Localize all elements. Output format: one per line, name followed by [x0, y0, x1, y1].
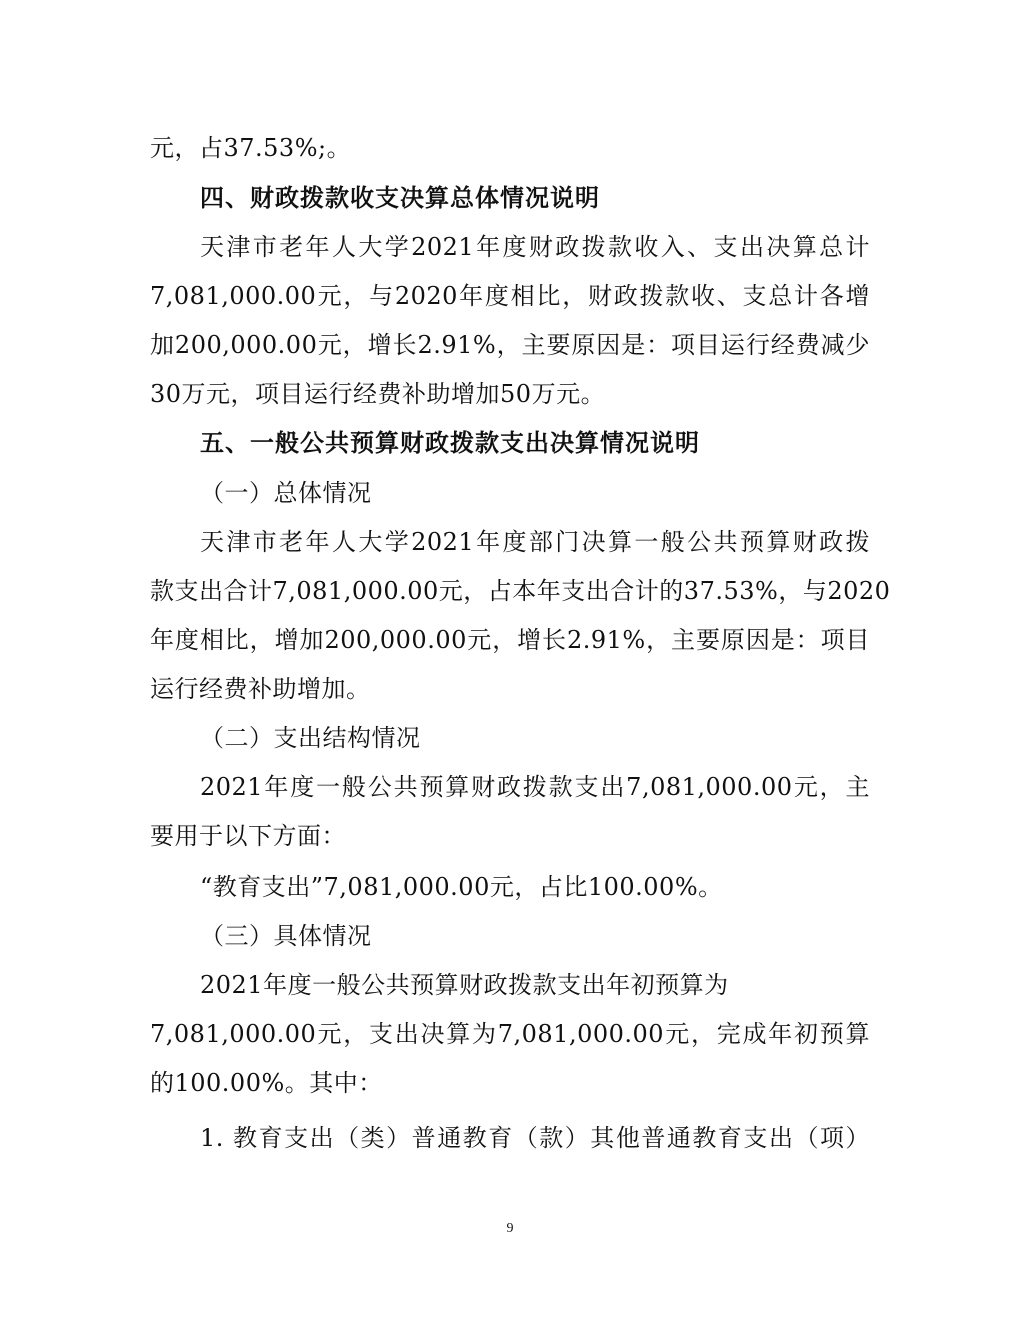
text-line: 30万元，项目运行经费补助增加50万元。	[150, 380, 606, 408]
text-line: 的100.00%。其中：	[150, 1069, 383, 1097]
section-heading: 五、一般公共预算财政拨款支出决算情况说明	[200, 429, 700, 457]
text-line: 天津市老年人大学2021年度部门决算一般公共预算财政拨	[200, 528, 870, 556]
text-line: 款支出合计7,081,000.00元，占本年支出合计的37.53%，与2020	[150, 577, 891, 605]
text-line: “教育支出”7,081,000.00元，占比100.00%。	[200, 873, 723, 901]
text-line: 元，占37.53%;。	[150, 134, 352, 162]
subsection-heading: （三）具体情况	[200, 922, 372, 950]
section-heading: 四、财政拨款收支决算总体情况说明	[200, 184, 600, 212]
text-line: 1. 教育支出（类）普通教育（款）其他普通教育支出（项）	[200, 1124, 870, 1152]
page-number: 9	[506, 1221, 514, 1236]
text-line: 7,081,000.00元，与2020年度相比，财政拨款收、支总计各增	[150, 282, 870, 310]
text-line: 年度相比，增加200,000.00元，增长2.91%，主要原因是：项目	[150, 626, 870, 654]
subsection-heading: （二）支出结构情况	[200, 724, 421, 752]
text-line: 2021年度一般公共预算财政拨款支出年初预算为	[200, 971, 729, 999]
text-line: 要用于以下方面：	[150, 822, 346, 850]
text-line: 2021年度一般公共预算财政拨款支出7,081,000.00元，主	[200, 773, 870, 801]
subsection-heading: （一）总体情况	[200, 479, 372, 507]
text-line: 运行经费补助增加。	[150, 675, 371, 703]
text-line: 7,081,000.00元，支出决算为7,081,000.00元，完成年初预算	[150, 1020, 870, 1048]
text-line: 天津市老年人大学2021年度财政拨款收入、支出决算总计	[200, 233, 870, 261]
text-line: 加200,000.00元，增长2.91%，主要原因是：项目运行经费减少	[150, 331, 870, 359]
